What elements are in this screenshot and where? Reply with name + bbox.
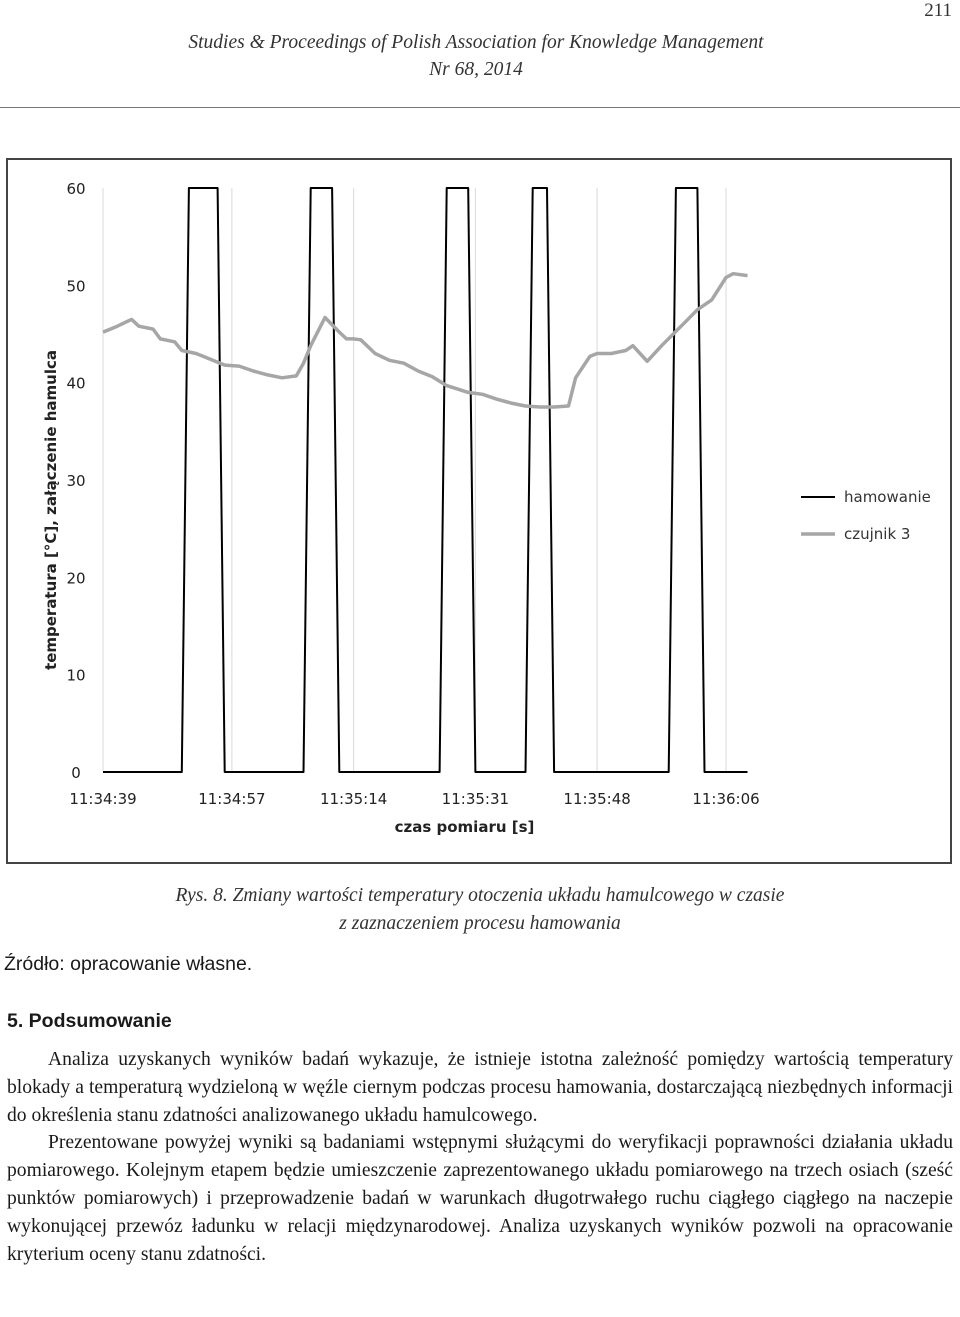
legend-label: czujnik 3 [844,525,911,543]
journal-title: Studies & Proceedings of Polish Association for Knowledge Management [188,32,764,53]
series-line-czujnik-3 [103,274,748,407]
figure-chart [6,158,952,864]
caption-line-1: Rys. 8. Zmiany wartości temperatury otoczenia układu hamulcowego w czasie [175,885,785,906]
x-tick-label: 11:35:31 [441,790,510,808]
line-chart [8,160,950,862]
paragraph-2: Prezentowane powyżej wyniki są badaniami wstępnymi służącymi do weryfikacji poprawności działania układu pomiarowego. Kolejnym etapem będzie umieszczenie zaprezentowanego układu pomiarowego na trzech osiach (sześć punktów pomiarowych) i przeprowadzenie badań w warunkach długotrwałego ruchu ciągłego ciągłego na naczepie wykonującej przewóz ładunku w relacji międzynarodowej. Analiza uzyskanych wyników pozwoli na opracowanie kryterium oceny stanu zdatności. [7,1132,953,1265]
section-body [7,1046,953,1268]
y-tick-label: 30 [66,472,86,490]
y-tick-label: 60 [66,180,86,198]
y-axis-title: temperatura [°C], załączenie hamulca [42,350,60,670]
x-axis-title: czas pomiaru [s] [394,818,535,836]
x-tick-label: 11:36:06 [692,790,760,808]
x-tick-label: 11:35:14 [319,790,388,808]
y-tick-label: 50 [66,277,86,296]
x-tick-label: 11:34:57 [198,790,266,808]
y-tick-label: 10 [66,666,86,685]
running-header [0,29,952,83]
figure-source: Źródło: opracowanie własne. [4,953,253,975]
figure-caption [0,882,960,938]
header-divider [0,107,960,108]
section-heading: 5. Podsumowanie [7,1010,172,1032]
x-tick-label: 11:34:39 [69,790,137,808]
caption-line-2: z zaznaczeniem procesu hamowania [339,913,621,934]
y-tick-label: 0 [71,764,81,782]
series-line-hamowanie [103,188,748,772]
journal-issue: Nr 68, 2014 [429,59,523,80]
legend-label: hamowanie [844,488,931,506]
y-tick-label: 20 [66,569,86,588]
paragraph-1: Analiza uzyskanych wyników badań wykazuje, że istnieje istotna zależność pomiędzy wartością temperatury blokady a temperaturą wydzieloną w węźle ciernym podczas procesu hamowania, dostarczającą niezbędnych informacji do określenia stanu zdatności analizowanego układu hamulcowego. [7,1049,953,1126]
y-tick-label: 40 [66,374,86,393]
page-number: 211 [924,0,952,21]
x-tick-label: 11:35:48 [563,790,631,808]
